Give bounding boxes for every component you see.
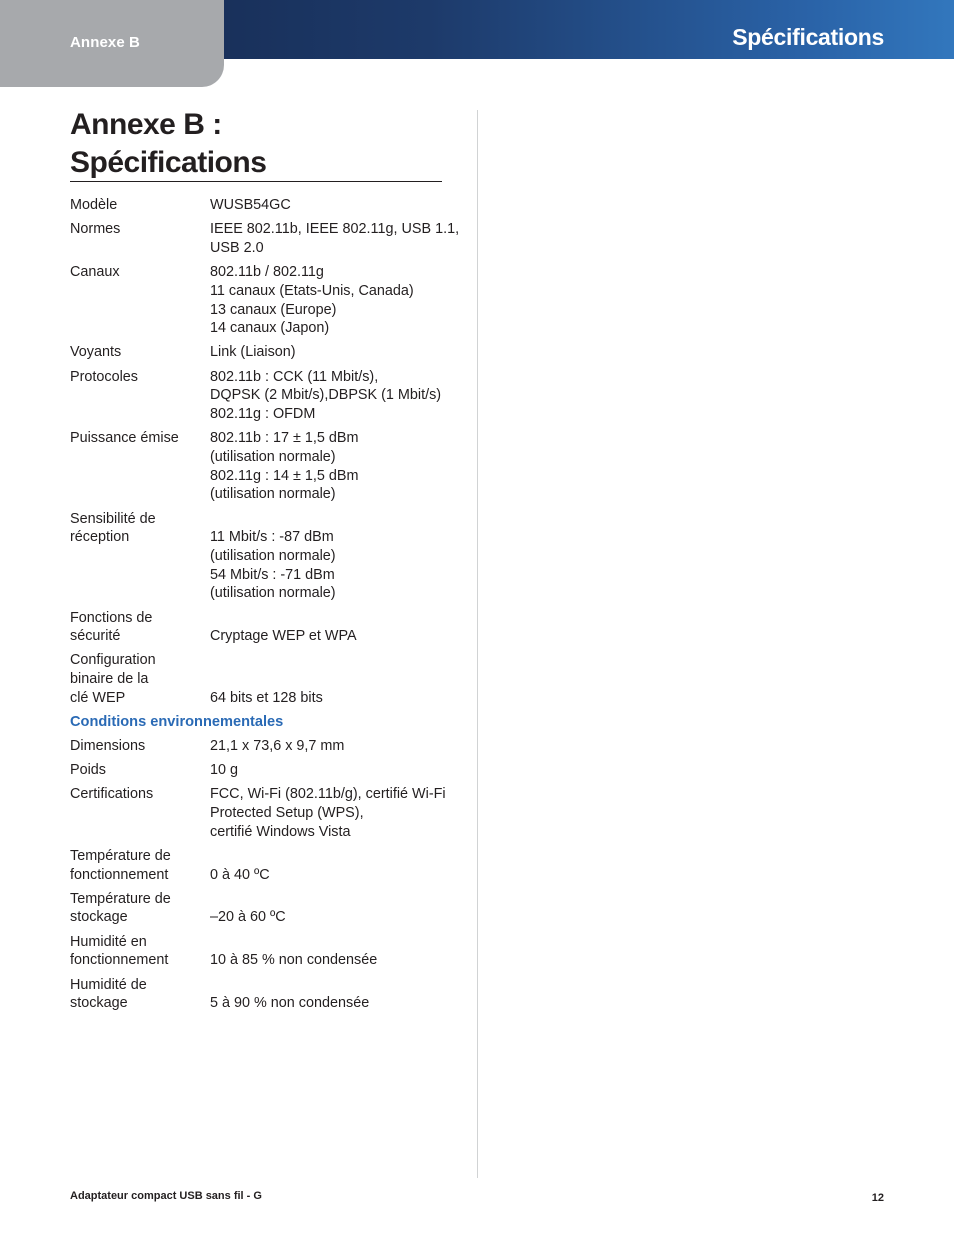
spec-value-line: Cryptage WEP et WPA (210, 628, 357, 645)
spec-row (70, 761, 450, 780)
spec-label (70, 785, 210, 841)
spec-value (210, 761, 450, 780)
spec-label-line: Normes (70, 221, 121, 238)
spec-row (70, 737, 450, 756)
spec-value-line: 10 à 85 % non condensée (210, 952, 378, 969)
spec-value (210, 609, 450, 646)
spec-value-line: 5 à 90 % non condensée (210, 995, 370, 1012)
spec-value-line: (utilisation normale) (210, 585, 336, 602)
spec-value-line: DQPSK (2 Mbit/s),DBPSK (1 Mbit/s) (210, 387, 442, 404)
spec-label (70, 976, 210, 1013)
spec-value (210, 510, 450, 604)
page-title (70, 106, 442, 182)
page-title-line-1: Annexe B : (70, 108, 222, 141)
spec-value-line: Link (Liaison) (210, 344, 296, 361)
appendix-tab-label: Annexe B (70, 34, 140, 51)
spec-row (70, 510, 450, 604)
spec-value-line (210, 609, 450, 628)
spec-value-line: IEEE 802.11b, IEEE 802.11g, USB 1.1, (210, 221, 460, 238)
spec-value-line (210, 976, 450, 995)
environment-rows (70, 737, 450, 1013)
spec-value (210, 847, 450, 884)
spec-label-line: Dimensions (70, 737, 146, 754)
spec-rows (70, 196, 460, 708)
spec-value-line (210, 847, 450, 866)
spec-value-line: 64 bits et 128 bits (210, 689, 323, 706)
spec-value-line (210, 510, 450, 529)
spec-label-line: binaire de la (70, 671, 149, 688)
spec-value-line: 802.11b / 802.11g (210, 264, 324, 281)
spec-label-line: fonctionnement (70, 952, 169, 969)
spec-value-line: certifié Windows Vista (210, 823, 351, 840)
spec-value-line (210, 651, 450, 670)
footer-product-name: Adaptateur compact USB sans fil - G (70, 1190, 262, 1202)
spec-label-line: Sensibilité de (70, 510, 156, 527)
spec-value-line: USB 2.0 (210, 239, 264, 256)
spec-label (70, 196, 210, 215)
environment-heading: Conditions environnementales (70, 714, 284, 731)
spec-value-line: 802.11b : CCK (11 Mbit/s), (210, 368, 379, 385)
spec-value-line: Protected Setup (WPS), (210, 804, 364, 821)
spec-value-line: 802.11b : 17 ± 1,5 dBm (210, 430, 359, 447)
spec-label-line: Canaux (70, 264, 120, 281)
spec-row (70, 220, 460, 257)
spec-value (210, 737, 450, 756)
spec-label (70, 933, 210, 970)
spec-label (70, 343, 210, 362)
spec-value-line: 802.11g : OFDM (210, 406, 316, 423)
spec-row (70, 651, 450, 707)
spec-label-line: Certifications (70, 786, 154, 803)
footer-page-number: 12 (871, 1192, 884, 1204)
spec-value-line: FCC, Wi-Fi (802.11b/g), certifié Wi-Fi (210, 786, 446, 803)
spec-value-line: 10 g (210, 761, 239, 778)
spec-label-line: stockage (70, 995, 128, 1012)
spec-label-line: Poids (70, 761, 106, 778)
spec-label-line: stockage (70, 909, 128, 926)
spec-value-line: 54 Mbit/s : -71 dBm (210, 566, 335, 583)
spec-label-line: Humidité en (70, 933, 147, 950)
spec-label-line: Humidité de (70, 976, 147, 993)
spec-label (70, 761, 210, 780)
spec-row (70, 847, 450, 884)
spec-value-line: 13 canaux (Europe) (210, 301, 337, 318)
spec-value (210, 263, 450, 338)
spec-value-line: (utilisation normale) (210, 448, 336, 465)
spec-row (70, 263, 450, 338)
spec-value (210, 890, 450, 927)
spec-label-line: fonctionnement (70, 866, 169, 883)
spec-label (70, 220, 210, 257)
spec-value-line (210, 890, 450, 909)
spec-row (70, 785, 450, 841)
column-divider (477, 110, 478, 1178)
spec-label (70, 263, 210, 338)
spec-value-line: 11 Mbit/s : -87 dBm (210, 529, 334, 546)
spec-value (210, 429, 450, 504)
spec-value (210, 976, 450, 1013)
spec-value (210, 220, 459, 257)
spec-value-line: 14 canaux (Japon) (210, 320, 330, 337)
spec-value (210, 933, 450, 970)
specifications-table (70, 196, 460, 1018)
spec-label-line: clé WEP (70, 689, 126, 706)
spec-label-line: Température de (70, 890, 171, 907)
spec-label-line: Voyants (70, 344, 122, 361)
spec-value-line: (utilisation normale) (210, 547, 336, 564)
spec-value-line: 21,1 x 73,6 x 9,7 mm (210, 737, 345, 754)
spec-label-line: Modèle (70, 197, 118, 213)
spec-value-line: –20 à 60 ºC (210, 909, 286, 926)
spec-row (70, 429, 450, 504)
spec-label-line: Température de (70, 847, 171, 864)
spec-value-line (210, 933, 450, 952)
spec-value-line: 0 à 40 ºC (210, 866, 270, 883)
spec-row (70, 368, 450, 424)
spec-label (70, 609, 210, 646)
spec-label (70, 429, 210, 504)
spec-label (70, 510, 210, 604)
page-title-line-2: Spécifications (70, 146, 267, 179)
spec-label (70, 737, 210, 756)
spec-value-line: (utilisation normale) (210, 486, 336, 503)
spec-label-line: Puissance émise (70, 430, 179, 447)
spec-row (70, 196, 450, 215)
spec-value-line: WUSB54GC (210, 197, 291, 213)
spec-label (70, 890, 210, 927)
header-section-title: Spécifications (732, 24, 884, 50)
spec-row (70, 890, 450, 927)
spec-label-line: sécurité (70, 628, 121, 645)
spec-label-line: réception (70, 529, 130, 546)
appendix-tab (0, 0, 224, 87)
spec-value (210, 785, 450, 841)
spec-row (70, 609, 450, 646)
title-rule (70, 181, 442, 182)
spec-value-line (210, 670, 450, 689)
spec-label-line: Fonctions de (70, 609, 153, 626)
spec-label (70, 847, 210, 884)
spec-label (70, 651, 210, 707)
spec-row (70, 933, 450, 970)
spec-label-line: Configuration (70, 652, 156, 669)
spec-value (210, 343, 450, 362)
spec-value (210, 196, 450, 215)
spec-row (70, 343, 450, 362)
spec-label (70, 368, 210, 424)
spec-label-line: Protocoles (70, 368, 138, 385)
spec-row (70, 976, 450, 1013)
spec-value-line: 802.11g : 14 ± 1,5 dBm (210, 467, 359, 484)
spec-value-line: 11 canaux (Etats-Unis, Canada) (210, 282, 414, 299)
spec-value (210, 368, 450, 424)
spec-value (210, 651, 450, 707)
